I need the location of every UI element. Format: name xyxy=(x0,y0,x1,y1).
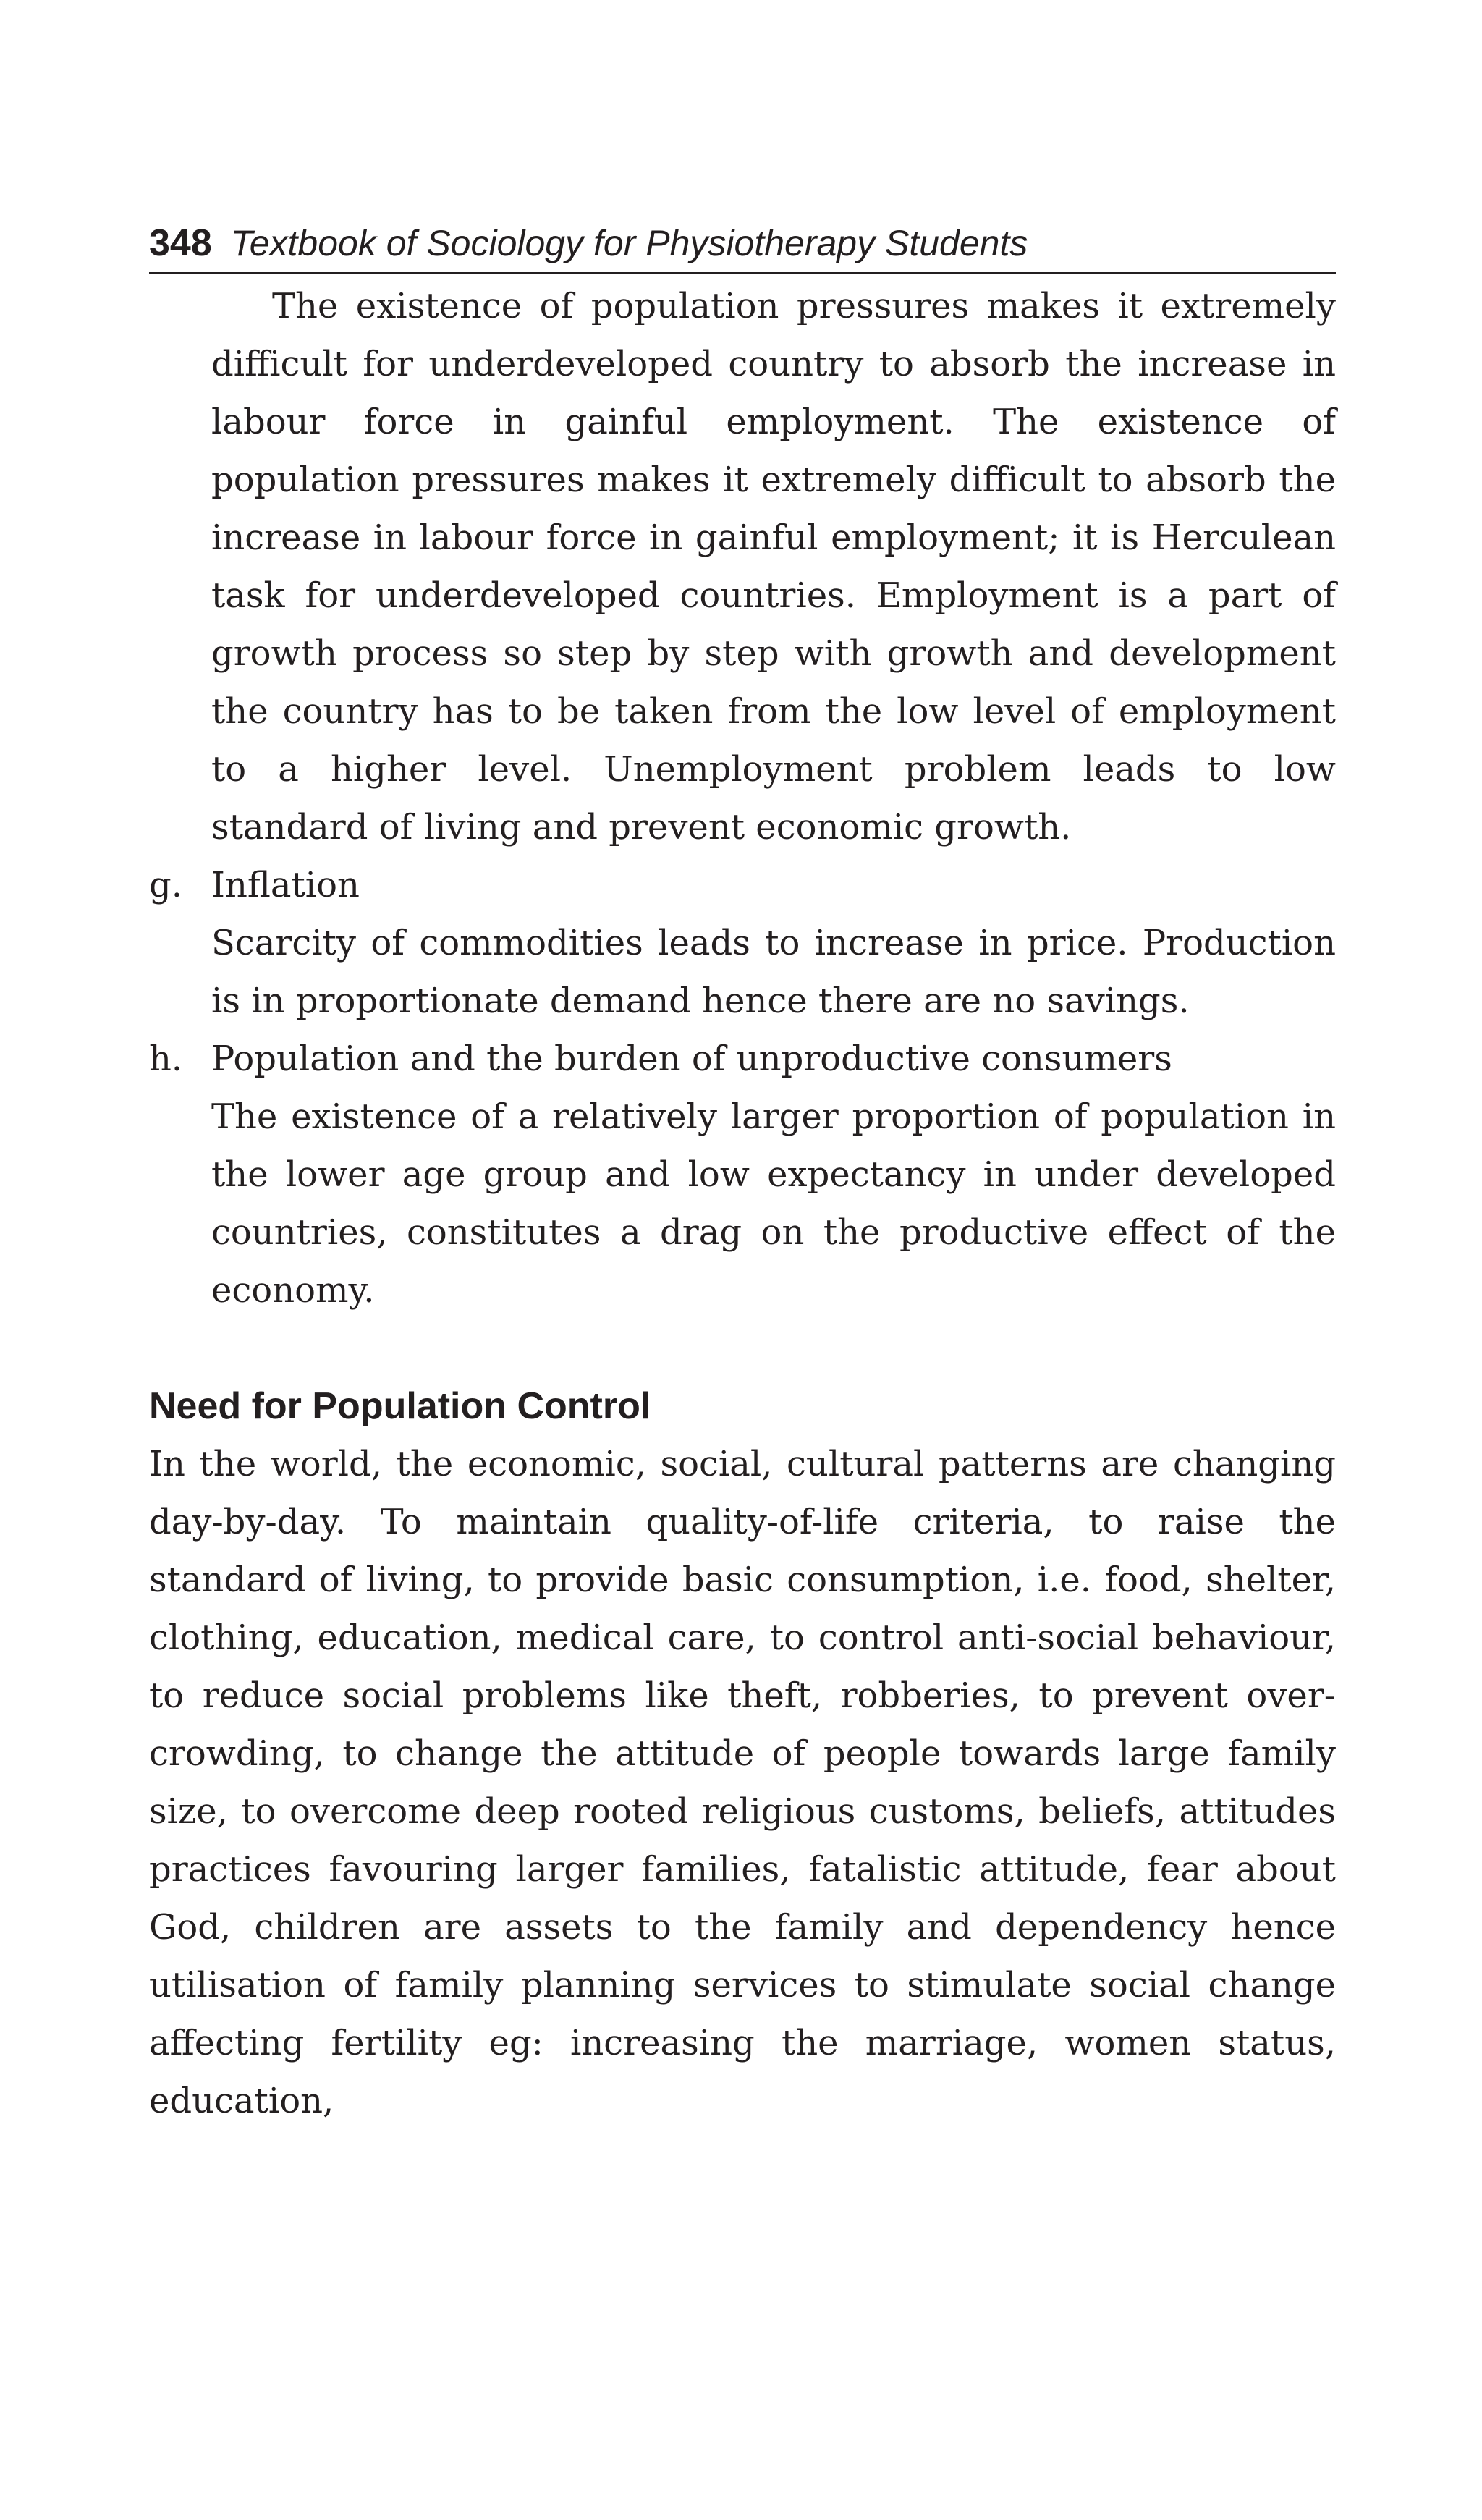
intro-paragraph: The existence of population pressures makes it extremely difficult for underdeveloped country to absorb the increase in labour force in gainful employment. The existence of population pressures makes it extremely difficult to absorb the increase in labour force in gainful employment; it is Herculean task for underdeveloped countries. Employment is a part of growth process so step by step with growth and development the country has to be taken from the low level of employment to a higher level. Unemployment problem leads to low standard of living and prevent economic growth. xyxy=(211,286,1336,847)
list-item-text: The existence of a relatively larger proportion of population in the lower age group and low expectancy in under developed countries, constitutes a drag on the productive effect of the economy. xyxy=(211,1096,1336,1311)
list-item-inflation xyxy=(149,856,1336,1030)
list-item-letter: h. xyxy=(149,1039,183,1079)
list-item-title: Population and the burden of unproductive consumers xyxy=(211,1039,1172,1079)
section-paragraph: In the world, the economic, social, cultural patterns are changing day-by-day. To maintain quality-of-life criteria, to raise the standard of living, to provide basic consumption, i.e. food, shelter, clothing, education, medical care, to control anti-social behaviour, to reduce social problems like theft, robberies, to prevent over-crowding, to change the attitude of people towards large family size, to overcome deep rooted religious customs, beliefs, attitudes practices favouring larger families, fatalistic attitude, fear about God, children are assets to the family and dependency hence utilisation of family planning services to stimulate social change affecting fertility eg: increasing the marriage, women status, education, xyxy=(149,1444,1336,2121)
section-heading: Need for Population Control xyxy=(149,1385,651,1427)
book-page xyxy=(149,214,1336,2130)
running-header xyxy=(149,214,1336,274)
list-item-text: Scarcity of commodities leads to increase in price. Production is in proportionate demand hence there are no savings. xyxy=(211,923,1336,1021)
list-item-title: Inflation xyxy=(211,865,360,905)
list-item-unproductive-consumers xyxy=(149,1030,1336,1319)
book-title: Textbook of Sociology for Physiotherapy Students xyxy=(230,223,1028,263)
page-number: 348 xyxy=(149,222,212,264)
list-item-letter: g. xyxy=(149,865,182,905)
